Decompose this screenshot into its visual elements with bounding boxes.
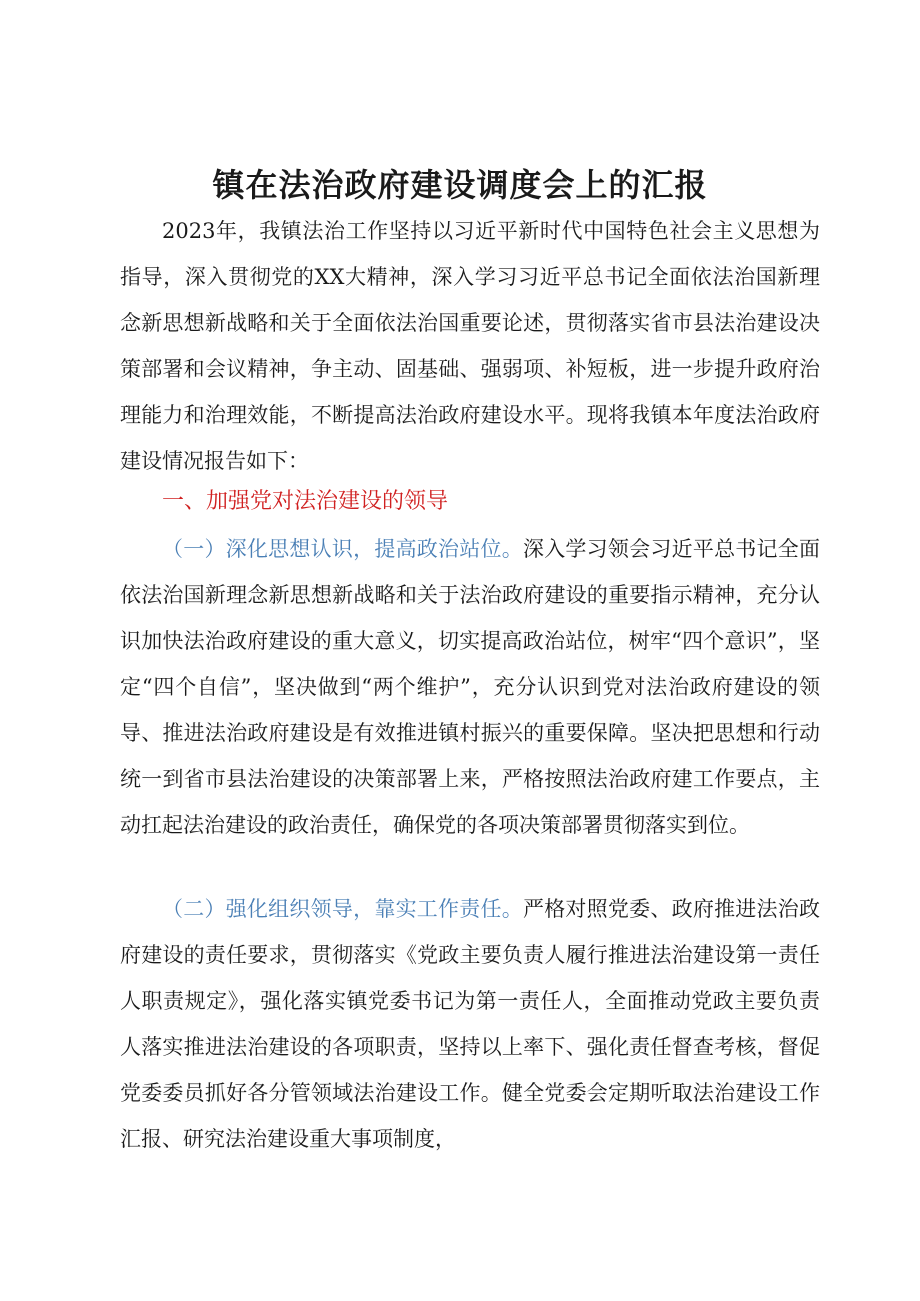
item1-paragraph bbox=[120, 526, 820, 848]
item2-paragraph bbox=[120, 886, 820, 1162]
item2-body: 严格对照党委、政府推进法治政府建设的责任要求，贯彻落实《党政主要负责人履行推进法治建设第一责任人职责规定》，强化落实镇党委书记为第一责任人，全面推动党政主要负责人落实推进法治建设的各项职责，坚持以上率下、强化责任督查考核，督促党委委员抓好各分管领域法治建设工作。健全党委会定期听取法治建设工作汇报、研究法治建设重大事项制度， bbox=[120, 897, 821, 1151]
item1-heading: （一）深化思想认识，提高政治站位。 bbox=[162, 537, 523, 561]
section-heading: 一、加强党对法治建设的领导 bbox=[162, 489, 449, 514]
item2-heading: （二）强化组织领导，靠实工作责任。 bbox=[162, 897, 523, 921]
intro-paragraph: 2023年，我镇法治工作坚持以习近平新时代中国特色社会主义思想为指导，深入贯彻党的XX大精神，深入学习习近平总书记全面依法治国新理念新思想新战略和关于全面依法治国重要论述，贯彻落实省市县法治建设决策部署和会议精神，争主动、固基础、强弱项、补短板，进一步提升政府治理能力和治理效能，不断提高法治政府建设水平。现将我镇本年度法治政府建设情况报告如下： bbox=[120, 219, 820, 473]
item1-body: 深入学习领会习近平总书记全面依法治国新理念新思想新战略和关于法治政府建设的重要指示精神，充分认识加快法治政府建设的重大意义，切实提高政治站位，树牢“四个意识”，坚定“四个自信”，坚决做到“两个维护”，充分认识到党对法治政府建设的领导、推进法治政府建设是有效推进镇村振兴的重要保障。坚决把思想和行动统一到省市县法治建设的决策部署上来，严格按照法治政府建工作要点，主动扛起法治建设的政治责任，确保党的各项决策部署贯彻落实到位。 bbox=[120, 537, 821, 837]
document-title: 镇在法治政府建设调度会上的汇报 bbox=[212, 166, 708, 204]
